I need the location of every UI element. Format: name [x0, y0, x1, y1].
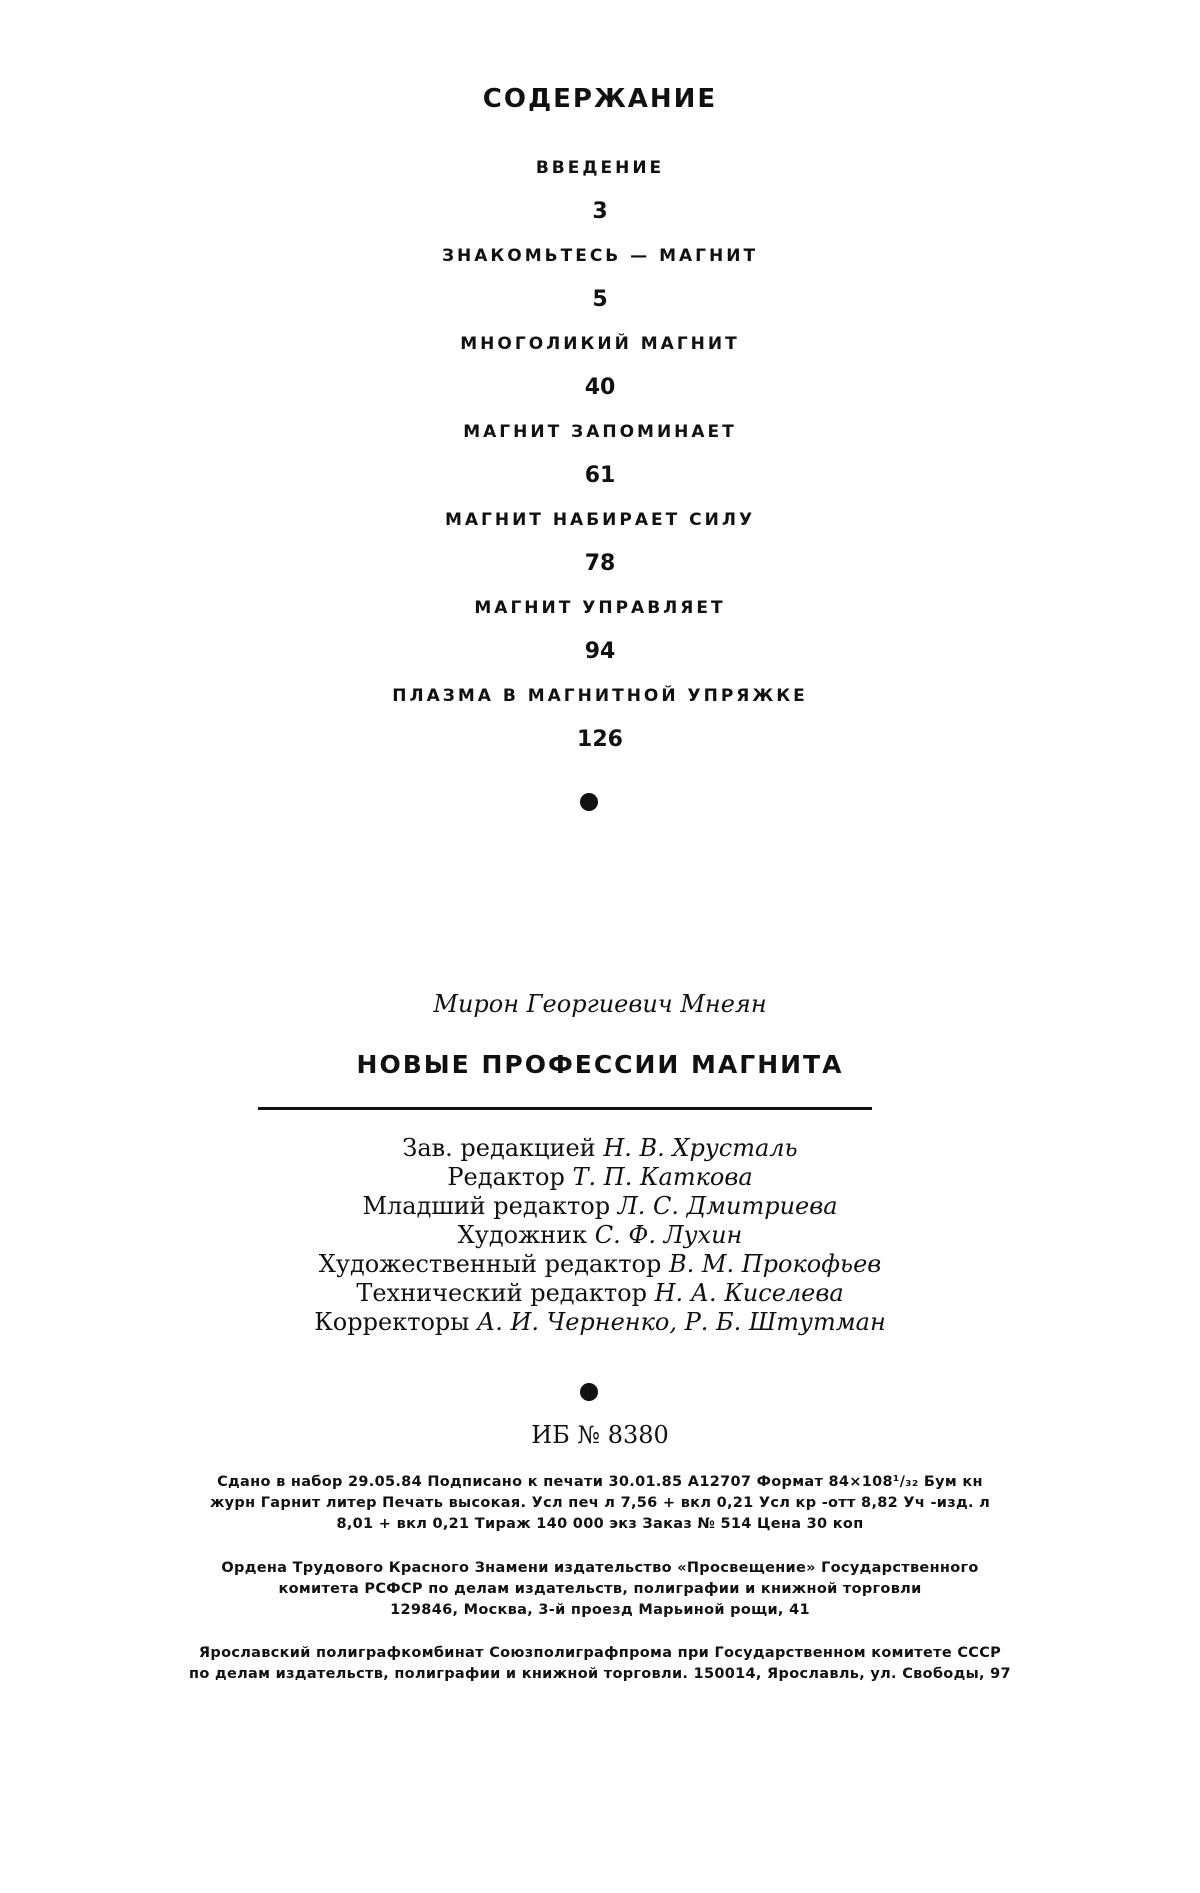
toc-item-page: 40	[584, 375, 616, 400]
imprint-block	[90, 1472, 1110, 1535]
toc-item	[0, 674, 1200, 762]
credit-role: Корректоры	[314, 1308, 478, 1336]
title-rule	[258, 1107, 872, 1110]
toc-title: СОДЕРЖАНИЕ	[482, 84, 718, 114]
toc-item	[0, 498, 1200, 586]
toc-item	[0, 146, 1200, 234]
credit-role: Редактор	[447, 1163, 573, 1191]
toc-item-label: ПЛАЗМА В МАГНИТНОЙ УПРЯЖКЕ	[392, 686, 808, 706]
credit-role: Зав. редакцией	[402, 1134, 604, 1162]
toc-item	[0, 586, 1200, 674]
credit-line	[0, 1134, 1200, 1163]
publisher-line: комитета РСФСР по делам издательств, полиграфии и книжной торговли	[278, 1581, 922, 1597]
credit-name: В. М. Прокофьев	[668, 1250, 882, 1278]
credit-role: Художественный редактор	[318, 1250, 669, 1278]
toc-item-label: МАГНИТ НАБИРАЕТ СИЛУ	[444, 510, 756, 530]
credit-line	[0, 1250, 1200, 1279]
publisher-block	[90, 1558, 1110, 1621]
publisher-line: Ордена Трудового Красного Знамени издательство «Просвещение» Государственного	[221, 1560, 979, 1576]
toc-item-page: 3	[592, 199, 608, 224]
toc-item-label: МАГНИТ УПРАВЛЯЕТ	[474, 598, 726, 618]
toc-item	[0, 322, 1200, 410]
credit-line	[0, 1163, 1200, 1192]
table-of-contents	[0, 146, 1200, 762]
credit-role: Художник	[457, 1221, 595, 1249]
toc-item-page: 94	[584, 639, 616, 664]
credit-role: Технический редактор	[356, 1279, 655, 1307]
printer-line: Ярославский полиграфкомбинат Союзполиграфпрома при Государственном комитете СССР	[198, 1645, 1002, 1661]
toc-item-page: 5	[592, 287, 608, 312]
imprint-line: журн Гарнит литер Печать высокая. Усл печ л 7,56 + вкл 0,21 Усл кр -отт 8,82 Уч -изд. л	[209, 1495, 991, 1511]
toc-item-page: 61	[584, 463, 616, 488]
credit-name: Л. С. Дмитриева	[617, 1192, 838, 1220]
toc-item-page: 126	[577, 727, 623, 752]
toc-item	[0, 234, 1200, 322]
credit-name: Т. П. Каткова	[572, 1163, 753, 1191]
credit-name: С. Ф. Лухин	[594, 1221, 743, 1249]
credit-name: Н. В. Хрусталь	[603, 1134, 798, 1162]
toc-item-label: ВВЕДЕНИЕ	[535, 158, 665, 178]
printer-block	[90, 1643, 1110, 1685]
imprint-line: 8,01 + вкл 0,21 Тираж 140 000 экз Заказ № 514 Цена 30 коп	[336, 1516, 864, 1532]
ib-number: ИБ № 8380	[531, 1421, 669, 1449]
separator-bullet	[580, 793, 598, 811]
separator-bullet	[580, 1383, 598, 1401]
credit-role: Младший редактор	[362, 1192, 618, 1220]
credit-line	[0, 1308, 1200, 1337]
toc-item-label: МНОГОЛИКИЙ МАГНИТ	[460, 334, 740, 354]
book-title: НОВЫЕ ПРОФЕССИИ МАГНИТА	[356, 1050, 844, 1079]
publisher-line: 129846, Москва, 3-й проезд Марьиной рощи, 41	[390, 1602, 810, 1618]
credit-line	[0, 1192, 1200, 1221]
printer-line: по делам издательств, полиграфии и книжной торговли. 150014, Ярославль, ул. Свободы, 97	[189, 1666, 1011, 1682]
imprint-line: Сдано в набор 29.05.84 Подписано к печати 30.01.85 А12707 Формат 84×108¹/₃₂ Бум кн	[217, 1474, 983, 1490]
credits-block	[0, 1134, 1200, 1337]
toc-item-page: 78	[584, 551, 616, 576]
credit-name: А. И. Черненко, Р. Б. Штутман	[477, 1308, 886, 1336]
toc-item-label: ЗНАКОМЬТЕСЬ — МАГНИТ	[441, 246, 759, 266]
book-author: Мирон Георгиевич Мнеян	[433, 990, 767, 1018]
credit-line	[0, 1279, 1200, 1308]
credit-name: Н. А. Киселева	[654, 1279, 844, 1307]
toc-item-label: МАГНИТ ЗАПОМИНАЕТ	[463, 422, 737, 442]
toc-item	[0, 410, 1200, 498]
credit-line	[0, 1221, 1200, 1250]
